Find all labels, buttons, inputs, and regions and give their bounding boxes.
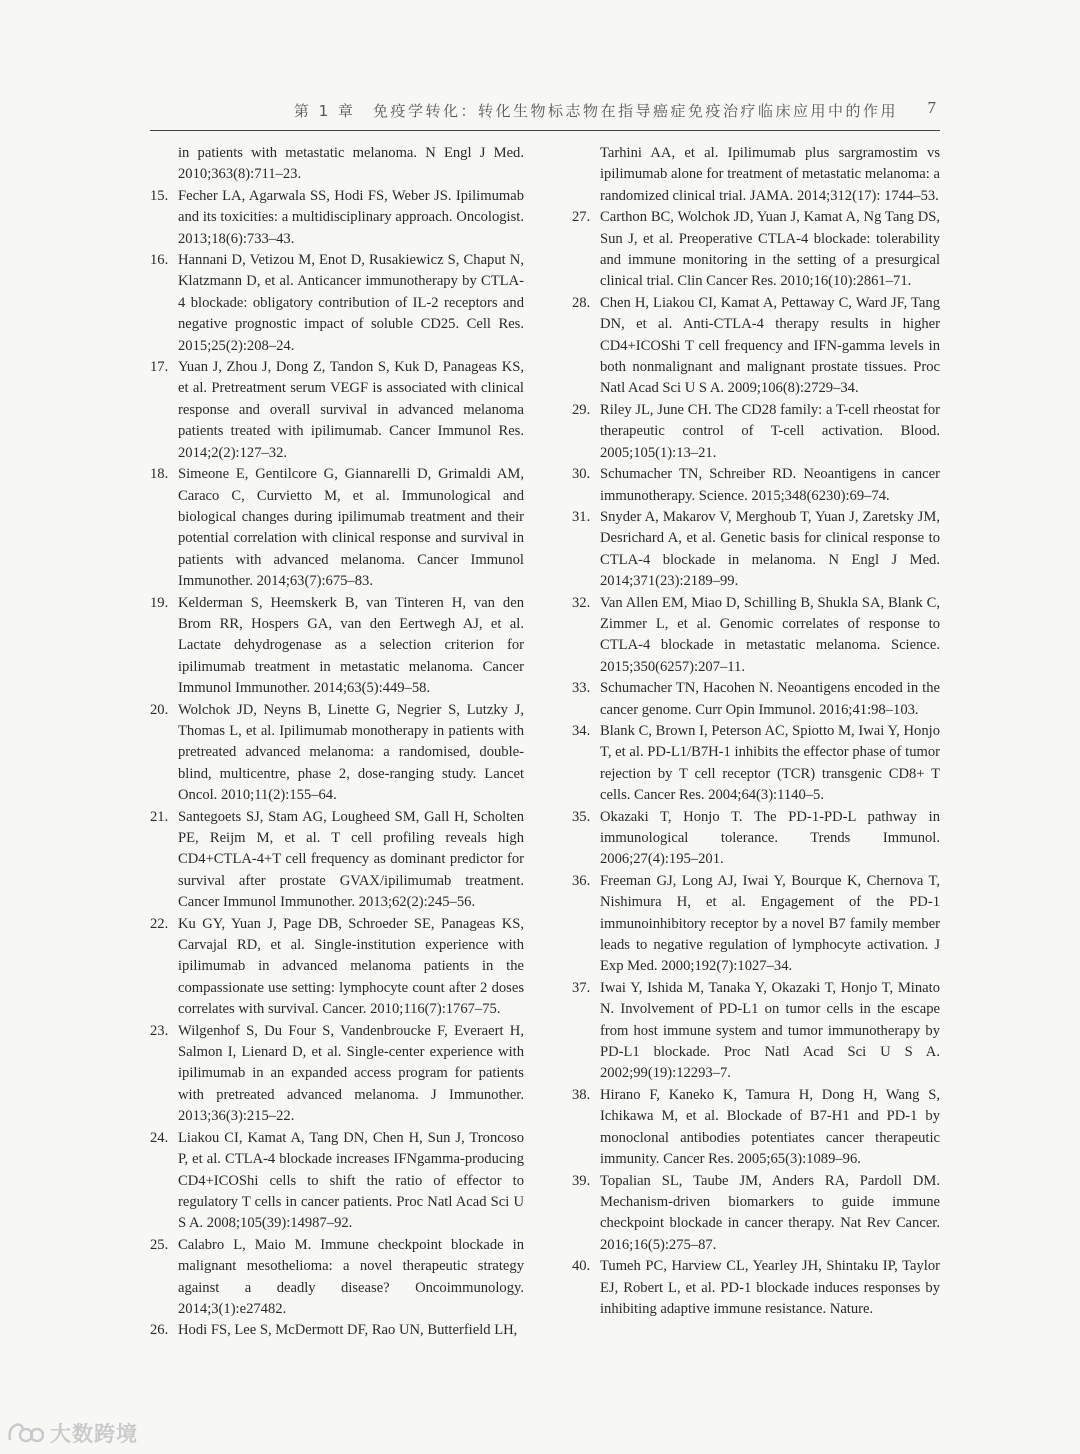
reference-continuation: Tarhini AA, et al. Ipilimumab plus sargramostim vs ipilimumab alone for treatment of metastatic melanoma: a randomized clinical trial. JAMA. 2014;312(17): 1744–53. <box>600 145 940 204</box>
reference-item <box>150 914 524 1021</box>
reference-text: Freeman GJ, Long AJ, Iwai Y, Bourque K, Chernova T, Nishimura H, et al. Engagement of the PD-1 immunoinhibitory receptor by a novel B7 family member leads to negative regulation of lymphocyte activation. J Exp Med. 2000;192(7):1027–34. <box>600 872 940 975</box>
reference-item <box>572 871 940 978</box>
reference-number: 24. <box>150 1129 169 1146</box>
reference-number: 40. <box>572 1258 591 1275</box>
reference-item <box>150 464 524 592</box>
reference-number: 16. <box>150 252 169 269</box>
reference-number: 39. <box>572 1172 591 1189</box>
reference-text: Iwai Y, Ishida M, Tanaka Y, Okazaki T, Honjo T, Minato N. Involvement of PD-L1 on tumor cells in the escape from host immune system and tumor immunotherapy by PD-L1 blockade. Proc Natl Acad Sci U S A. 2002;99(19):12293–7. <box>600 979 940 1082</box>
reference-number: 19. <box>150 594 169 611</box>
reference-number: 37. <box>572 979 591 996</box>
reference-item <box>572 293 940 400</box>
left-column <box>150 143 524 1342</box>
brand-logo-icon <box>6 1420 44 1446</box>
reference-text: Hirano F, Kaneko K, Tamura H, Dong H, Wang S, Ichikawa M, et al. Blockade of B7-H1 and PD-1 by monoclonal antibodies potentiates cancer therapeutic immunity. Cancer Res. 2005;65(3):1089–96. <box>600 1086 940 1168</box>
reference-text: Hodi FS, Lee S, McDermott DF, Rao UN, Butterfield LH, <box>178 1322 518 1339</box>
reference-item <box>150 1021 524 1128</box>
reference-number: 28. <box>572 294 591 311</box>
reference-item <box>572 721 940 807</box>
reference-number: 33. <box>572 680 591 697</box>
reference-number: 23. <box>150 1022 169 1039</box>
reference-text: Topalian SL, Taube JM, Anders RA, Pardoll DM. Mechanism-driven biomarkers to guide immune checkpoint blockade in cancer therapy. Nat Rev Cancer. 2016;16(5):275–87. <box>600 1172 940 1253</box>
reference-number: 25. <box>150 1236 169 1253</box>
reference-item <box>572 464 940 507</box>
reference-text: Ku GY, Yuan J, Page DB, Schroeder SE, Panageas KS, Carvajal RD, et al. Single-institution experience with ipilimumab in advanced melanoma patients in the compassionate use setting: lymphocyte count after 2 doses correlates with survival. Cancer. 2010;116(7):1767–75. <box>178 915 524 1018</box>
watermark <box>6 1418 138 1448</box>
reference-list-left <box>150 186 524 1342</box>
running-header <box>150 96 940 131</box>
reference-number: 26. <box>150 1322 169 1339</box>
reference-item <box>572 1171 940 1257</box>
reference-item <box>150 1235 524 1321</box>
reference-number: 34. <box>572 722 591 739</box>
reference-text: Fecher LA, Agarwala SS, Hodi FS, Weber JS. Ipilimumab and its toxicities: a multidisciplinary approach. Oncologist. 2013;18(6):733–43. <box>178 187 524 247</box>
reference-text: Calabro L, Maio M. Immune checkpoint blockade in malignant mesothelioma: a novel therapeutic strategy against a deadly disease? Oncoimmunology. 2014;3(1):e27482. <box>178 1236 524 1317</box>
reference-number: 38. <box>572 1086 591 1103</box>
reference-number: 18. <box>150 466 169 483</box>
reference-text: Schumacher TN, Hacohen N. Neoantigens encoded in the cancer genome. Curr Opin Immunol. 2016;41:98–103. <box>600 680 940 718</box>
reference-item <box>150 700 524 807</box>
reference-item <box>150 593 524 700</box>
reference-text: Santegoets SJ, Stam AG, Lougheed SM, Gall H, Scholten PE, Reijm M, et al. T cell profiling reveals high CD4+CTLA-4+T cell frequency as dominant predictor for survival after prostate GVAX/ipilimumab treatment. Cancer Immunol Immunother. 2013;62(2):245–56. <box>178 808 524 911</box>
reference-text: Schumacher TN, Schreiber RD. Neoantigens in cancer immunotherapy. Science. 2015;348(6230):69–74. <box>600 466 940 504</box>
page-number: 7 <box>927 98 936 117</box>
reference-item <box>572 507 940 593</box>
reference-item <box>572 978 940 1085</box>
reference-item <box>572 400 940 464</box>
chapter-title: 第 1 章 免疫学转化：转化生物标志物在指导癌症免疫治疗临床应用中的作用 <box>293 102 898 120</box>
reference-item <box>150 1128 524 1235</box>
reference-number: 21. <box>150 808 169 825</box>
reference-continuation: in patients with metastatic melanoma. N Engl J Med. 2010;363(8):711–23. <box>178 145 524 183</box>
reference-text: Carthon BC, Wolchok JD, Yuan J, Kamat A, Ng Tang DS, Sun J, et al. Preoperative CTLA-4 blockade: tolerability and immune monitoring in the setting of a presurgical clinical trial. Clin Cancer Res. 2010;16(10):2861–71. <box>600 209 940 290</box>
reference-item <box>150 250 524 357</box>
reference-item <box>572 207 940 293</box>
reference-number: 35. <box>572 808 591 825</box>
reference-item <box>572 678 940 721</box>
reference-text: Liakou CI, Kamat A, Tang DN, Chen H, Sun J, Troncoso P, et al. CTLA-4 blockade increases IFNgamma-producing CD4+ICOShi cells to shift the ratio of effector to regulatory T cells in cancer patients. Proc Natl Acad Sci U S A. 2008;105(39):14987–92. <box>178 1129 524 1232</box>
reference-item <box>150 357 524 464</box>
reference-item <box>572 1085 940 1171</box>
reference-number: 20. <box>150 701 169 718</box>
reference-item <box>572 1256 940 1320</box>
reference-number: 30. <box>572 466 591 483</box>
watermark-text: 大数跨境 <box>50 1422 138 1446</box>
reference-text: Yuan J, Zhou J, Dong Z, Tandon S, Kuk D, Panageas KS, et al. Pretreatment serum VEGF is associated with clinical response and overall survival in advanced melanoma patients treated with ipilimumab. Cancer Immunol Res. 2014;2(2):127–32. <box>178 359 524 461</box>
reference-text: Blank C, Brown I, Peterson AC, Spiotto M, Iwai Y, Honjo T, et al. PD-L1/B7H-1 inhibits the effector phase of tumor rejection by T cell receptor (TCR) transgenic CD8+ T cells. Cancer Res. 2004;64(3):1140–5. <box>600 722 940 804</box>
right-column <box>572 143 940 1320</box>
reference-item <box>572 807 940 871</box>
reference-text: Kelderman S, Heemskerk B, van Tinteren H, van den Brom RR, Hospers GA, van den Eertwegh AJ, et al. Lactate dehydrogenase as a selection criterion for ipilimumab treatment in metastatic melanoma. Cancer Immunol Immunother. 2014;63(5):449–58. <box>178 594 524 697</box>
reference-number: 29. <box>572 401 591 418</box>
reference-number: 22. <box>150 915 169 932</box>
reference-number: 15. <box>150 187 169 204</box>
reference-list-right <box>572 207 940 1320</box>
reference-text: Wolchok JD, Neyns B, Linette G, Negrier S, Lutzky J, Thomas L, et al. Ipilimumab monotherapy in patients with pretreated advanced melanoma: a randomised, double-blind, multicentre, phase 2, dose-ranging study. Lancet Oncol. 2010;11(2):155–64. <box>178 701 524 804</box>
reference-item <box>572 593 940 679</box>
reference-number: 17. <box>150 359 169 376</box>
reference-number: 32. <box>572 594 591 611</box>
reference-text: Chen H, Liakou CI, Kamat A, Pettaway C, Ward JF, Tang DN, et al. Anti-CTLA-4 therapy results in higher CD4+ICOShi T cell frequency and IFN-gamma levels in both nonmalignant and malignant prostate tissues. Proc Natl Acad Sci U S A. 2009;106(8):2729–34. <box>600 294 940 397</box>
reference-text: Hannani D, Vetizou M, Enot D, Rusakiewicz S, Chaput N, Klatzmann D, et al. Anticancer immunotherapy by CTLA-4 blockade: obligatory contribution of IL-2 receptors and negative prognostic impact of soluble CD25. Cell Res. 2015;25(2):208–24. <box>178 252 524 354</box>
reference-text: Wilgenhof S, Du Four S, Vandenbroucke F, Everaert H, Salmon I, Lienard D, et al. Single-center experience with ipilimumab in an expanded access program for patients with pretreated advanced melanoma. J Immunother. 2013;36(3):215–22. <box>178 1022 524 1125</box>
reference-text: Van Allen EM, Miao D, Schilling B, Shukla SA, Blank C, Zimmer L, et al. Genomic correlates of response to CTLA-4 blockade in metastatic melanoma. Science. 2015;350(6257):207–11. <box>600 594 940 675</box>
reference-text: Snyder A, Makarov V, Merghoub T, Yuan J, Zaretsky JM, Desrichard A, et al. Genetic basis for clinical response to CTLA-4 blockade in melanoma. N Engl J Med. 2014;371(23):2189–99. <box>600 508 940 590</box>
reference-item <box>150 1320 524 1341</box>
reference-text: Simeone E, Gentilcore G, Giannarelli D, Grimaldi AM, Caraco C, Curvietto M, et al. Immunological and biological changes during ipilimumab treatment and their potential correlation with clinical response and survival in patients with advanced melanoma. Cancer Immunol Immunother. 2014;63(7):675–83. <box>178 466 524 590</box>
reference-item <box>150 807 524 914</box>
reference-number: 36. <box>572 872 591 889</box>
reference-number: 27. <box>572 209 591 226</box>
reference-text: Riley JL, June CH. The CD28 family: a T-cell rheostat for therapeutic control of T-cell activation. Blood. 2005;105(1):13–21. <box>600 401 940 461</box>
reference-item <box>150 186 524 250</box>
reference-text: Tumeh PC, Harview CL, Yearley JH, Shintaku IP, Taylor EJ, Robert L, et al. PD-1 blockade induces responses by inhibiting adaptive immune resistance. Nature. <box>600 1258 940 1317</box>
reference-text: Okazaki T, Honjo T. The PD-1-PD-L pathway in immunological tolerance. Trends Immunol. 2006;27(4):195–201. <box>600 808 940 868</box>
reference-number: 31. <box>572 508 591 525</box>
